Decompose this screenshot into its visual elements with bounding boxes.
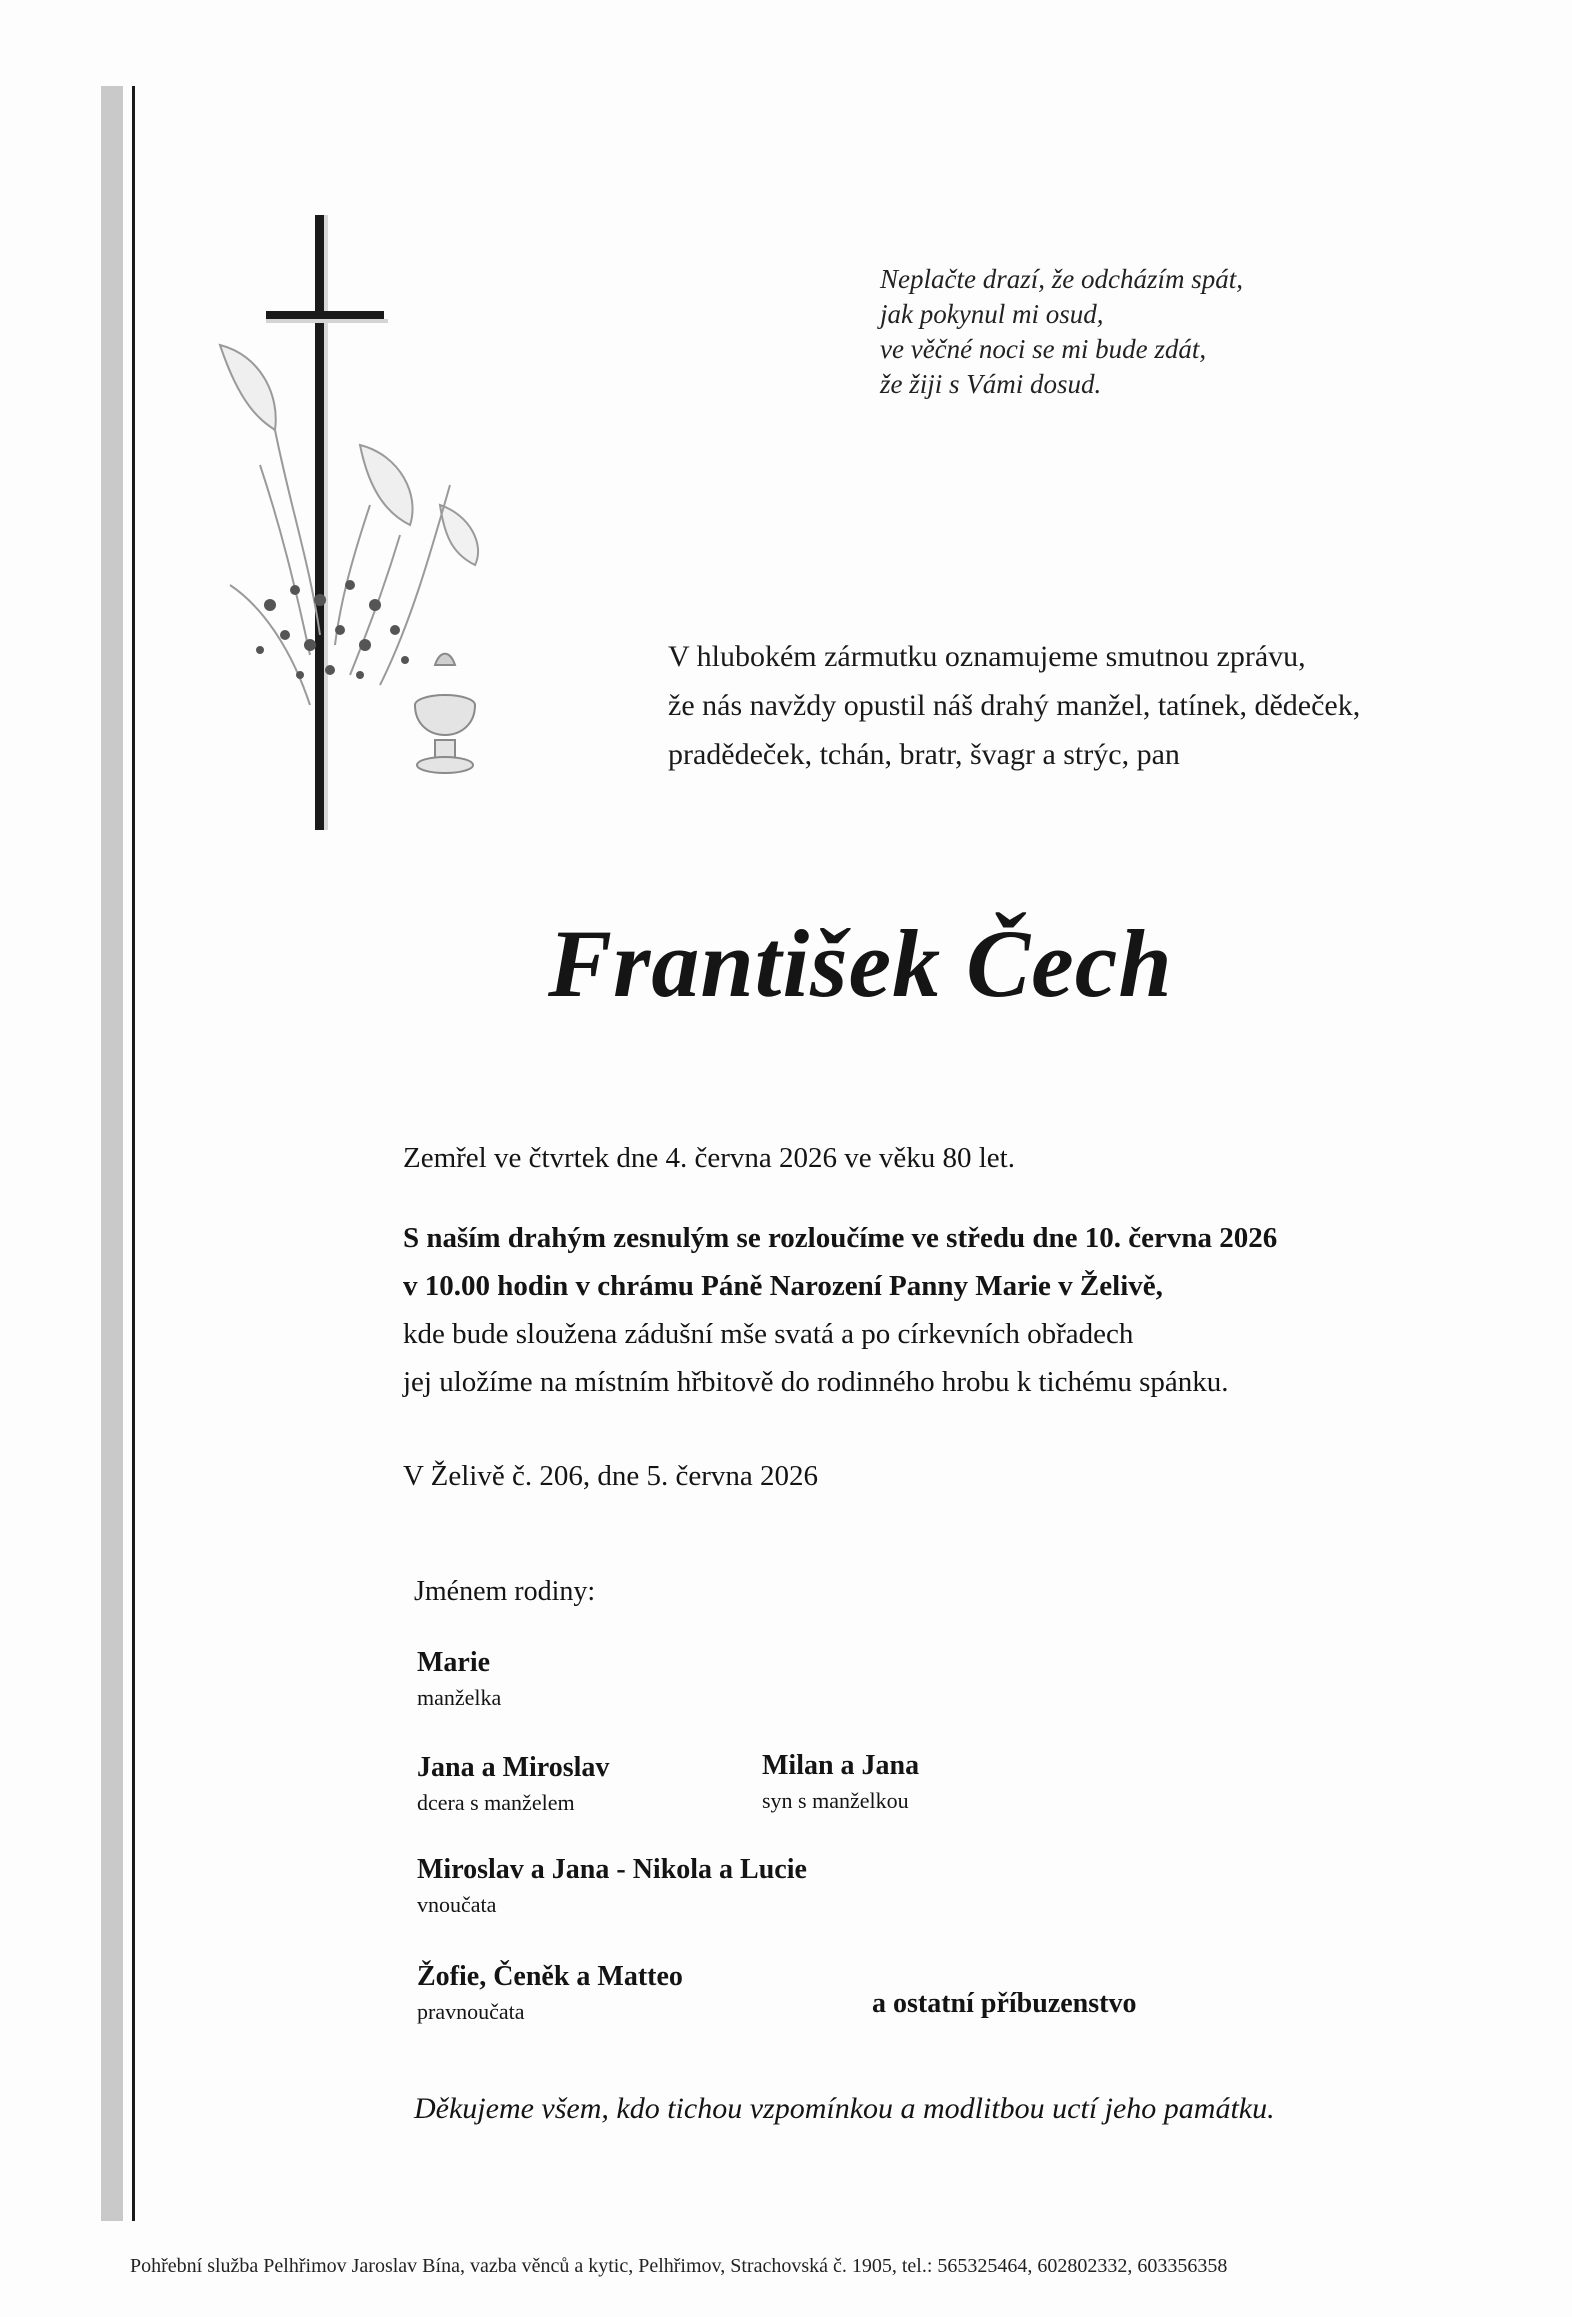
verse-line: ve věčné noci se mi bude zdát, (880, 334, 1207, 364)
family-member-relation: pravnoučata (417, 1999, 525, 2024)
left-border-black-line (132, 86, 135, 2221)
place-date: V Želivě č. 206, dne 5. června 2026 (403, 1460, 819, 1492)
family-member-names: Jana a Miroslav (417, 1752, 610, 1783)
other-relatives: a ostatní příbuzenstvo (872, 1988, 1137, 2019)
family-member (762, 1750, 919, 1814)
urn-icon (415, 654, 475, 773)
family-member-names: Marie (417, 1647, 491, 1678)
service-line: kde bude sloužena zádušní mše svatá a po církevních obřadech (403, 1318, 1134, 1350)
verse-poem (880, 262, 1243, 402)
family-member-relation: vnoučata (417, 1892, 497, 1917)
family-member-names: Miroslav a Jana - Nikola a Lucie (417, 1854, 807, 1885)
verse-line: že žiji s Vámi dosud. (880, 369, 1102, 399)
death-info: Zemřel ve čtvrtek dne 4. června 2026 ve věku 80 let. (403, 1142, 1015, 1174)
family-member (417, 1961, 683, 2025)
announcement-line: V hlubokém zármutku oznamujeme smutnou zprávu, (668, 640, 1306, 673)
family-member-relation: manželka (417, 1685, 502, 1710)
cross-icon (266, 215, 388, 830)
family-member-names: Milan a Jana (762, 1750, 920, 1781)
service-line-bold: S naším drahým zesnulým se rozloučíme ve středu dne 10. června 2026 (403, 1222, 1278, 1254)
cross-flowers-illustration (200, 205, 540, 845)
family-member-relation: syn s manželkou (762, 1788, 909, 1813)
thanks-line: Děkujeme všem, kdo tichou vzpomínkou a modlitbou uctí jeho památku. (414, 2092, 1275, 2125)
deceased-name: František Čech (548, 910, 1173, 1017)
service-line-bold: v 10.00 hodin v chrámu Páně Narození Panny Marie v Želivě, (403, 1270, 1163, 1302)
on-behalf-label: Jménem rodiny: (414, 1576, 596, 1607)
left-border-grey-bar (101, 86, 123, 2221)
family-member (417, 1752, 609, 1816)
service-details (403, 1214, 1277, 1406)
flower-bouquet-icon (256, 580, 409, 679)
verse-line: jak pokynul mi osud, (880, 299, 1104, 329)
verse-line: Neplačte drazí, že odcházím spát, (880, 264, 1243, 294)
announcement-line: pradědeček, tchán, bratr, švagr a strýc, pan (668, 738, 1180, 771)
family-member (417, 1854, 807, 1918)
family-member (417, 1647, 501, 1711)
family-member-names: Žofie, Čeněk a Matteo (417, 1961, 683, 1992)
announcement-line: že nás navždy opustil náš drahý manžel, tatínek, dědeček, (668, 689, 1361, 722)
announcement-text (668, 632, 1360, 779)
family-member-relation: dcera s manželem (417, 1790, 575, 1815)
funeral-service-footer: Pohřební služba Pelhřimov Jaroslav Bína, vazba věnců a kytic, Pelhřimov, Strachovská č. 1905, tel.: 565325464, 602802332, 603356358 (130, 2255, 1228, 2277)
service-line: jej uložíme na místním hřbitově do rodinného hrobu k tichému spánku. (403, 1366, 1229, 1398)
